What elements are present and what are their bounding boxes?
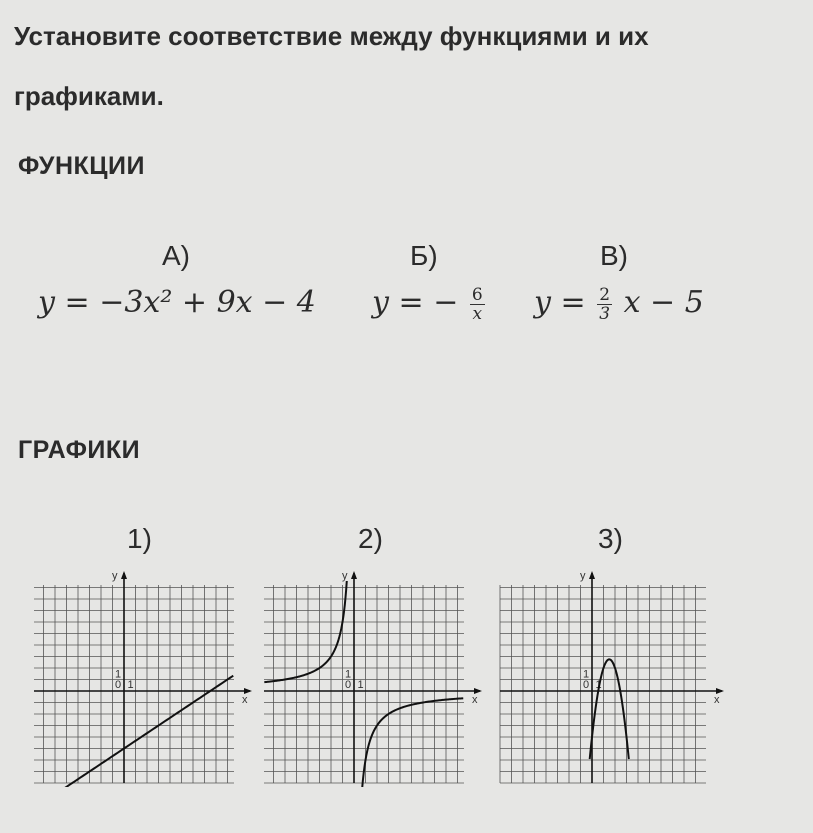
graph-label-2: 2) (358, 523, 383, 554)
formula-b-sign: − (433, 285, 459, 320)
function-label-b: Б) (410, 240, 438, 271)
x-axis-label: x (714, 694, 720, 706)
grid (500, 585, 706, 783)
x-axis-label: x (242, 694, 248, 706)
origin-label: 0 (115, 679, 122, 691)
formula-b: y = − $\frac{6}{x}$ (372, 284, 483, 324)
x-tick-1-label: 1 (357, 679, 364, 691)
y-tick-1-label: 1 (583, 668, 590, 681)
formula-c-denominator: 3 (599, 303, 611, 324)
y-axis-label: y (112, 570, 118, 582)
origin-label: 0 (345, 679, 352, 691)
y-axis-arrow (121, 571, 127, 579)
function-label-a: А) (162, 240, 190, 271)
function-curve (361, 698, 463, 795)
function-curve (34, 676, 233, 795)
formula-a-lhs: y (38, 285, 55, 320)
functions-heading: ФУНКЦИИ (18, 152, 145, 180)
y-axis-label: y (580, 570, 586, 582)
graph-3 (492, 565, 732, 795)
graph-2 (258, 565, 488, 795)
formula-c-numerator: 2 (599, 284, 611, 305)
origin-label: 0 (583, 679, 590, 691)
formula-a: y = −3x² + 9x − 4 (38, 285, 316, 320)
function-curve (590, 659, 629, 759)
formula-c: y = $\frac{2}{3}$ x − 5 (534, 284, 704, 324)
question-text: Установите соответствие между функциями и их графиками. (14, 21, 649, 111)
y-tick-1-label: 1 (345, 668, 352, 681)
function-label-c: В) (600, 240, 628, 271)
function-curve (264, 580, 347, 682)
formula-b-denominator: x (472, 303, 483, 324)
formula-c-lhs: y (534, 285, 551, 320)
y-axis-arrow (589, 571, 595, 579)
graph-label-3: 3) (598, 523, 623, 554)
formula-b-fraction (470, 286, 485, 323)
x-axis-label: x (472, 694, 478, 706)
y-axis-arrow (351, 571, 357, 579)
grid (264, 585, 464, 783)
formula-b-numerator: 6 (471, 284, 483, 305)
formula-a-rhs: −3x² + 9x − 4 (99, 285, 316, 320)
x-tick-1-label: 1 (595, 679, 602, 691)
graph-label-1: 1) (127, 523, 152, 554)
formula-b-lhs: y (372, 285, 389, 320)
grid (34, 585, 234, 783)
x-tick-1-label: 1 (127, 679, 134, 691)
formula-c-rest: x − 5 (623, 285, 704, 320)
formula-c-fraction (597, 286, 612, 323)
y-tick-1-label: 1 (115, 668, 122, 681)
y-axis-label: y (342, 570, 348, 582)
graph-1 (28, 565, 258, 795)
graphs-heading: ГРАФИКИ (18, 436, 141, 464)
